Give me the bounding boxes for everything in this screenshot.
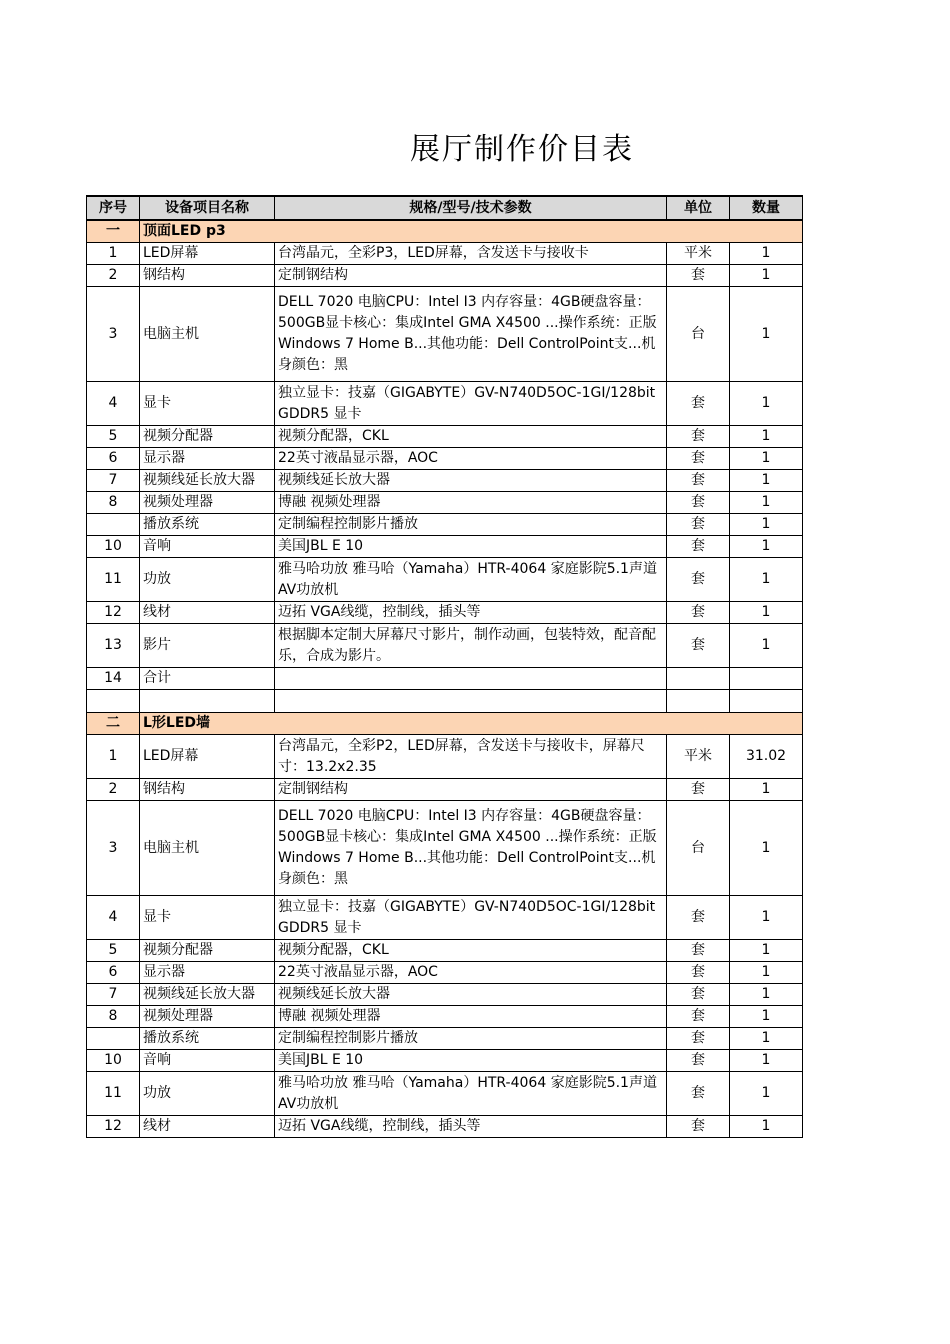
spec-cell: 定制编程控制影片播放 — [275, 514, 667, 536]
row-number-cell: 11 — [87, 1072, 140, 1116]
row-number-cell: 8 — [87, 1006, 140, 1028]
row-number-cell: 3 — [87, 801, 140, 896]
unit-cell: 套 — [667, 536, 730, 558]
item-name-cell: 音响 — [140, 1050, 275, 1072]
row-number-cell: 1 — [87, 735, 140, 779]
row-number-cell: 5 — [87, 940, 140, 962]
table-row — [87, 1116, 803, 1138]
item-name-cell: 显示器 — [140, 448, 275, 470]
table-row — [87, 426, 803, 448]
spec-cell: 视频线延长放大器 — [275, 470, 667, 492]
item-name-cell: 视频线延长放大器 — [140, 470, 275, 492]
item-name-cell: 视频线延长放大器 — [140, 984, 275, 1006]
item-name-cell: 视频分配器 — [140, 426, 275, 448]
qty-cell: 1 — [730, 492, 803, 514]
unit-cell: 台 — [667, 801, 730, 896]
item-name-cell: 视频分配器 — [140, 940, 275, 962]
row-number-cell: 6 — [87, 448, 140, 470]
table-row — [87, 382, 803, 426]
item-name-cell: 电脑主机 — [140, 801, 275, 896]
item-name-cell: 播放系统 — [140, 1028, 275, 1050]
row-number-cell: 5 — [87, 426, 140, 448]
table-row — [87, 602, 803, 624]
item-name-cell: 显示器 — [140, 962, 275, 984]
qty-cell: 1 — [730, 896, 803, 940]
section-number: 一 — [87, 220, 140, 243]
table-row — [87, 940, 803, 962]
section-number: 二 — [87, 713, 140, 735]
unit-cell: 台 — [667, 287, 730, 382]
spec-cell: 定制编程控制影片播放 — [275, 1028, 667, 1050]
header-row — [87, 196, 803, 220]
table-row — [87, 984, 803, 1006]
spec-cell: 视频线延长放大器 — [275, 984, 667, 1006]
table-row — [87, 668, 803, 690]
header-cell-no: 序号 — [87, 196, 140, 220]
spec-cell: DELL 7020 电脑CPU：Intel I3 内存容量：4GB硬盘容量：500GB显卡核心：集成Intel GMA X4500 ...操作系统：正版Windows 7 Home B...其他功能：Dell ControlPoint支...机身颜色：黑 — [275, 287, 667, 382]
qty-cell: 31.02 — [730, 735, 803, 779]
row-number-cell: 8 — [87, 492, 140, 514]
spec-cell: 22英寸液晶显示器，AOC — [275, 962, 667, 984]
item-name-cell: 影片 — [140, 624, 275, 668]
spec-cell: 博融 视频处理器 — [275, 492, 667, 514]
row-number-cell — [87, 690, 140, 713]
item-name-cell: 电脑主机 — [140, 287, 275, 382]
unit-cell: 套 — [667, 602, 730, 624]
table-row — [87, 1028, 803, 1050]
unit-cell: 套 — [667, 492, 730, 514]
header-cell-name: 设备项目名称 — [140, 196, 275, 220]
section-row — [87, 220, 803, 243]
table-row — [87, 265, 803, 287]
header-cell-unit: 单位 — [667, 196, 730, 220]
price-table — [86, 195, 803, 1138]
qty-cell: 1 — [730, 426, 803, 448]
qty-cell: 1 — [730, 940, 803, 962]
item-name-cell: 钢结构 — [140, 779, 275, 801]
table-row — [87, 801, 803, 896]
spec-cell: DELL 7020 电脑CPU：Intel I3 内存容量：4GB硬盘容量：500GB显卡核心：集成Intel GMA X4500 ...操作系统：正版Windows 7 Home B...其他功能：Dell ControlPoint支...机身颜色：黑 — [275, 801, 667, 896]
spec-cell — [275, 690, 667, 713]
spec-cell: 雅马哈功放 雅马哈（Yamaha）HTR-4064 家庭影院5.1声道AV功放机 — [275, 1072, 667, 1116]
qty-cell: 1 — [730, 984, 803, 1006]
spec-cell: 视频分配器，CKL — [275, 426, 667, 448]
unit-cell: 套 — [667, 265, 730, 287]
row-number-cell: 3 — [87, 287, 140, 382]
table-row — [87, 536, 803, 558]
unit-cell: 套 — [667, 779, 730, 801]
spec-cell: 22英寸液晶显示器，AOC — [275, 448, 667, 470]
qty-cell: 1 — [730, 602, 803, 624]
unit-cell — [667, 690, 730, 713]
table-row — [87, 492, 803, 514]
row-number-cell: 1 — [87, 243, 140, 265]
table-row — [87, 1072, 803, 1116]
item-name-cell: 钢结构 — [140, 265, 275, 287]
qty-cell: 1 — [730, 1072, 803, 1116]
table-row — [87, 735, 803, 779]
table-row — [87, 779, 803, 801]
item-name-cell — [140, 690, 275, 713]
unit-cell: 套 — [667, 558, 730, 602]
unit-cell: 套 — [667, 1116, 730, 1138]
qty-cell: 1 — [730, 514, 803, 536]
item-name-cell: 显卡 — [140, 382, 275, 426]
row-number-cell: 12 — [87, 602, 140, 624]
item-name-cell: 视频处理器 — [140, 492, 275, 514]
row-number-cell — [87, 1028, 140, 1050]
spec-cell: 台湾晶元，全彩P3，LED屏幕，含发送卡与接收卡 — [275, 243, 667, 265]
unit-cell: 套 — [667, 1028, 730, 1050]
table-row — [87, 690, 803, 713]
qty-cell: 1 — [730, 624, 803, 668]
row-number-cell: 7 — [87, 470, 140, 492]
spec-cell: 美国JBL E 10 — [275, 536, 667, 558]
table-row — [87, 624, 803, 668]
row-number-cell: 11 — [87, 558, 140, 602]
spec-cell: 迈拓 VGA线缆，控制线，插头等 — [275, 1116, 667, 1138]
unit-cell: 套 — [667, 896, 730, 940]
item-name-cell: 显卡 — [140, 896, 275, 940]
spec-cell: 根据脚本定制大屏幕尺寸影片，制作动画，包装特效，配音配乐，合成为影片。 — [275, 624, 667, 668]
table-row — [87, 287, 803, 382]
row-number-cell: 4 — [87, 896, 140, 940]
row-number-cell: 2 — [87, 265, 140, 287]
row-number-cell: 7 — [87, 984, 140, 1006]
page-title: 展厅制作价目表 — [410, 132, 634, 167]
spec-cell: 独立显卡：技嘉（GIGABYTE）GV-N740D5OC-1GI/128bit GDDR5 显卡 — [275, 382, 667, 426]
unit-cell: 套 — [667, 1072, 730, 1116]
table-body — [87, 220, 803, 1138]
qty-cell: 1 — [730, 265, 803, 287]
header-cell-spec: 规格/型号/技术参数 — [275, 196, 667, 220]
row-number-cell: 4 — [87, 382, 140, 426]
item-name-cell: 视频处理器 — [140, 1006, 275, 1028]
spec-cell: 独立显卡：技嘉（GIGABYTE）GV-N740D5OC-1GI/128bit GDDR5 显卡 — [275, 896, 667, 940]
item-name-cell: 播放系统 — [140, 514, 275, 536]
item-name-cell: LED屏幕 — [140, 735, 275, 779]
qty-cell: 1 — [730, 779, 803, 801]
item-name-cell: 功放 — [140, 558, 275, 602]
row-number-cell — [87, 514, 140, 536]
qty-cell: 1 — [730, 243, 803, 265]
spec-cell: 定制钢结构 — [275, 265, 667, 287]
unit-cell: 套 — [667, 1006, 730, 1028]
table-row — [87, 470, 803, 492]
table-row — [87, 558, 803, 602]
item-name-cell: 功放 — [140, 1072, 275, 1116]
spec-cell: 定制钢结构 — [275, 779, 667, 801]
section-row — [87, 713, 803, 735]
unit-cell: 套 — [667, 470, 730, 492]
table-row — [87, 1050, 803, 1072]
header-cell-qty: 数量 — [730, 196, 803, 220]
item-name-cell: LED屏幕 — [140, 243, 275, 265]
unit-cell: 套 — [667, 514, 730, 536]
table-row — [87, 896, 803, 940]
qty-cell — [730, 690, 803, 713]
section-title: L形LED墙 — [140, 713, 803, 735]
spec-cell: 博融 视频处理器 — [275, 1006, 667, 1028]
qty-cell: 1 — [730, 1006, 803, 1028]
row-number-cell: 14 — [87, 668, 140, 690]
unit-cell — [667, 668, 730, 690]
spec-cell: 视频分配器，CKL — [275, 940, 667, 962]
table-row — [87, 1006, 803, 1028]
unit-cell: 套 — [667, 1050, 730, 1072]
unit-cell: 平米 — [667, 243, 730, 265]
unit-cell: 套 — [667, 382, 730, 426]
qty-cell: 1 — [730, 1050, 803, 1072]
section-title: 顶面LED p3 — [140, 220, 803, 243]
qty-cell: 1 — [730, 1116, 803, 1138]
qty-cell: 1 — [730, 1028, 803, 1050]
spec-cell: 美国JBL E 10 — [275, 1050, 667, 1072]
qty-cell: 1 — [730, 536, 803, 558]
unit-cell: 套 — [667, 940, 730, 962]
item-name-cell: 音响 — [140, 536, 275, 558]
unit-cell: 套 — [667, 984, 730, 1006]
spec-cell — [275, 668, 667, 690]
unit-cell: 平米 — [667, 735, 730, 779]
qty-cell: 1 — [730, 287, 803, 382]
row-number-cell: 10 — [87, 536, 140, 558]
unit-cell: 套 — [667, 624, 730, 668]
qty-cell: 1 — [730, 801, 803, 896]
item-name-cell: 线材 — [140, 602, 275, 624]
spec-cell: 迈拓 VGA线缆，控制线，插头等 — [275, 602, 667, 624]
unit-cell: 套 — [667, 962, 730, 984]
table-row — [87, 243, 803, 265]
item-name-cell: 合计 — [140, 668, 275, 690]
table-row — [87, 962, 803, 984]
qty-cell: 1 — [730, 558, 803, 602]
qty-cell: 1 — [730, 962, 803, 984]
qty-cell: 1 — [730, 448, 803, 470]
table-row — [87, 514, 803, 536]
item-name-cell: 线材 — [140, 1116, 275, 1138]
qty-cell: 1 — [730, 470, 803, 492]
row-number-cell: 6 — [87, 962, 140, 984]
table-row — [87, 448, 803, 470]
qty-cell — [730, 668, 803, 690]
qty-cell: 1 — [730, 382, 803, 426]
row-number-cell: 13 — [87, 624, 140, 668]
row-number-cell: 12 — [87, 1116, 140, 1138]
row-number-cell: 2 — [87, 779, 140, 801]
spec-cell: 台湾晶元，全彩P2，LED屏幕，含发送卡与接收卡，屏幕尺寸：13.2x2.35 — [275, 735, 667, 779]
spec-cell: 雅马哈功放 雅马哈（Yamaha）HTR-4064 家庭影院5.1声道AV功放机 — [275, 558, 667, 602]
unit-cell: 套 — [667, 426, 730, 448]
unit-cell: 套 — [667, 448, 730, 470]
row-number-cell: 10 — [87, 1050, 140, 1072]
